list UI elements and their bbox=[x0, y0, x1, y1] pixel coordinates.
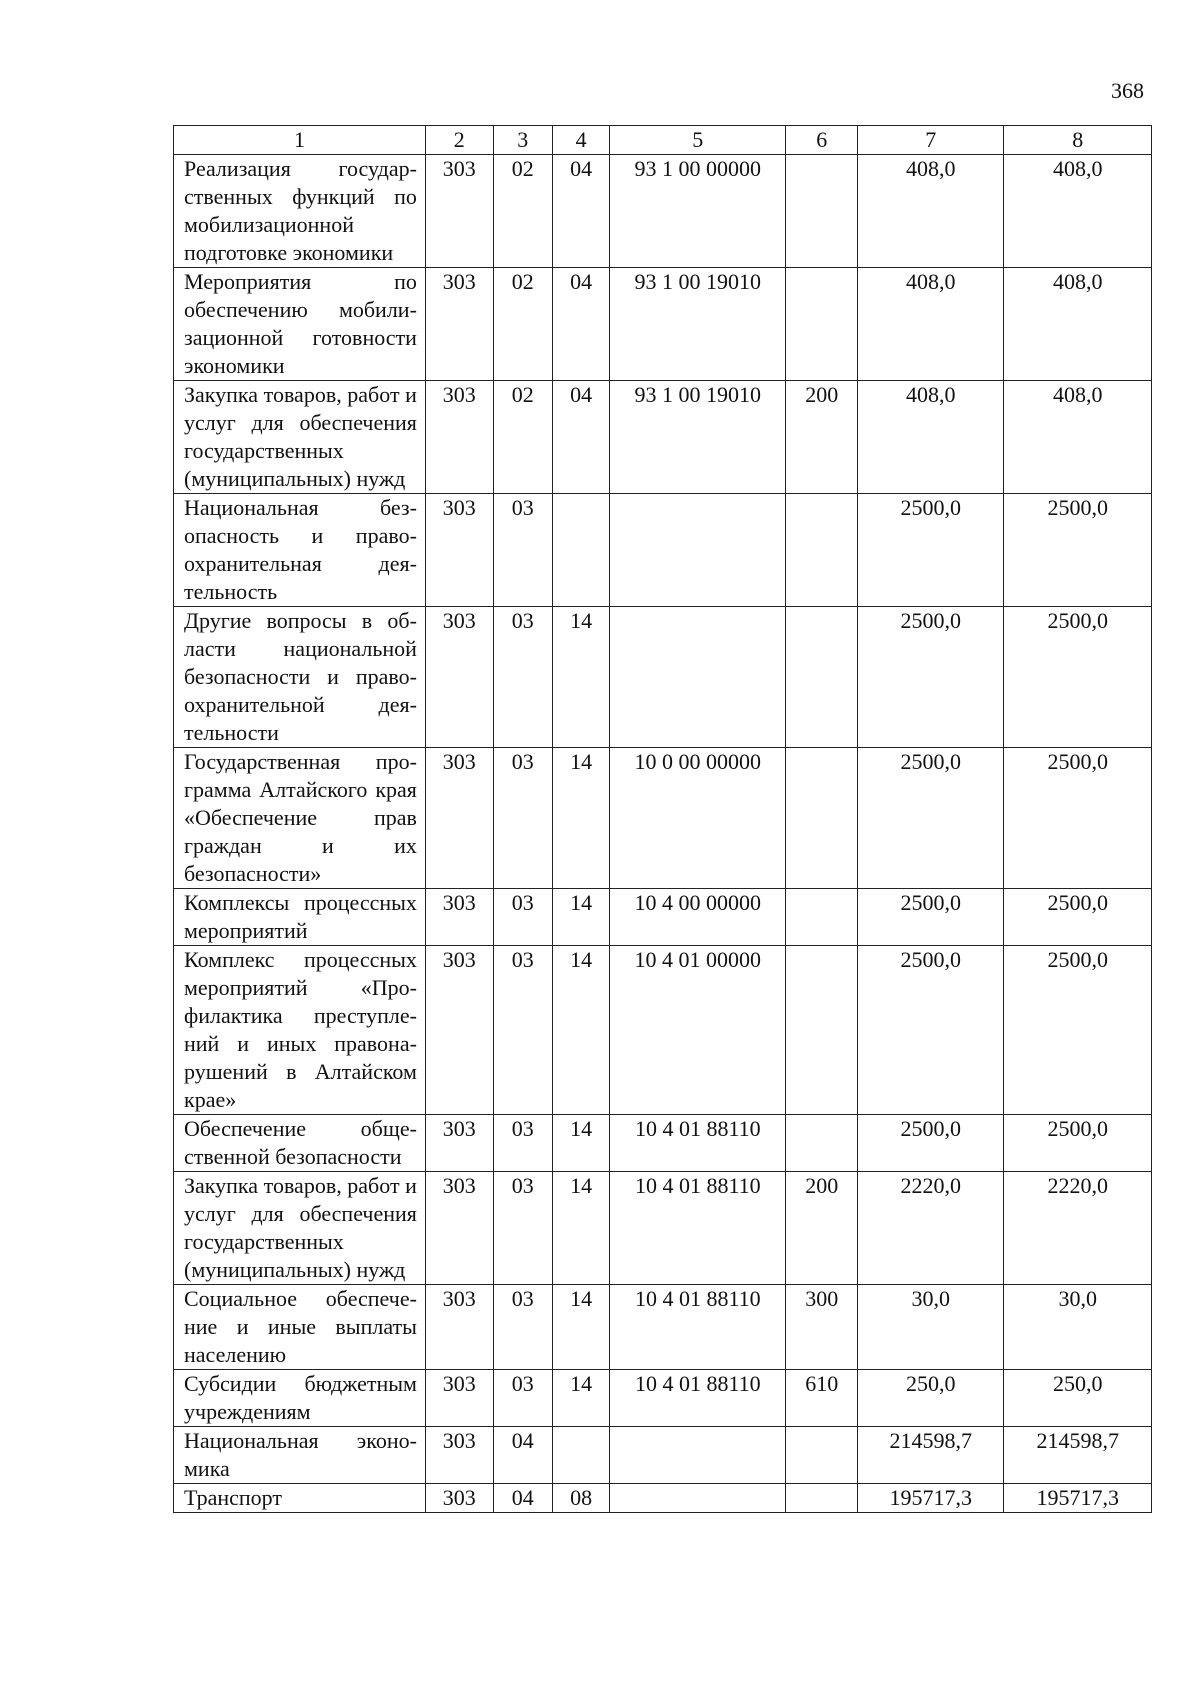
cell-col-8: 250,0 bbox=[1004, 1370, 1152, 1427]
cell-col-3: 03 bbox=[493, 494, 552, 607]
row-label: Другие вопросы в области национальной безопасности и правоохранительной деятельности bbox=[174, 607, 426, 748]
table-row bbox=[174, 1115, 1152, 1172]
table-row bbox=[174, 889, 1152, 946]
row-label: Реализация государственных функций по мобилизационной подготовке экономики bbox=[174, 155, 426, 268]
cell-col-6 bbox=[786, 155, 858, 268]
cell-col-7: 2220,0 bbox=[858, 1172, 1004, 1285]
cell-col-4: 04 bbox=[552, 155, 609, 268]
cell-col-6 bbox=[786, 889, 858, 946]
cell-col-3: 04 bbox=[493, 1484, 552, 1513]
row-label: Закупка товаров, работ и услуг для обеспечения государственных (муниципальных) нужд bbox=[174, 381, 426, 494]
cell-col-6: 200 bbox=[786, 381, 858, 494]
column-header-3: 3 bbox=[493, 126, 552, 155]
cell-col-8: 408,0 bbox=[1004, 268, 1152, 381]
cell-col-4: 14 bbox=[552, 748, 609, 889]
cell-col-2: 303 bbox=[425, 607, 493, 748]
cell-col-4: 08 bbox=[552, 1484, 609, 1513]
cell-col-5: 10 4 01 88110 bbox=[610, 1285, 786, 1370]
row-label: Мероприятия по обеспечению мобилизационной готовности экономики bbox=[174, 268, 426, 381]
cell-col-4: 04 bbox=[552, 381, 609, 494]
cell-col-8: 408,0 bbox=[1004, 155, 1152, 268]
cell-col-6 bbox=[786, 607, 858, 748]
table-header bbox=[174, 126, 1152, 155]
cell-col-5 bbox=[610, 607, 786, 748]
row-label: Комплексы процессных мероприятий bbox=[174, 889, 426, 946]
cell-col-8: 214598,7 bbox=[1004, 1427, 1152, 1484]
cell-col-5: 10 4 00 00000 bbox=[610, 889, 786, 946]
cell-col-8: 2500,0 bbox=[1004, 946, 1152, 1115]
table-row bbox=[174, 946, 1152, 1115]
table-row bbox=[174, 155, 1152, 268]
cell-col-7: 2500,0 bbox=[858, 748, 1004, 889]
cell-col-7: 250,0 bbox=[858, 1370, 1004, 1427]
cell-col-2: 303 bbox=[425, 889, 493, 946]
cell-col-6 bbox=[786, 1115, 858, 1172]
row-label: Комплекс процессных мероприятий «Профилактика преступлений и иных правонарушений в Алтайском крае» bbox=[174, 946, 426, 1115]
column-header-8: 8 bbox=[1004, 126, 1152, 155]
cell-col-7: 30,0 bbox=[858, 1285, 1004, 1370]
cell-col-4: 14 bbox=[552, 1285, 609, 1370]
cell-col-8: 2220,0 bbox=[1004, 1172, 1152, 1285]
cell-col-5 bbox=[610, 494, 786, 607]
cell-col-7: 2500,0 bbox=[858, 1115, 1004, 1172]
cell-col-4 bbox=[552, 494, 609, 607]
cell-col-5 bbox=[610, 1484, 786, 1513]
cell-col-7: 408,0 bbox=[858, 268, 1004, 381]
row-label: Национальная экономика bbox=[174, 1427, 426, 1484]
cell-col-3: 03 bbox=[493, 1172, 552, 1285]
cell-col-3: 02 bbox=[493, 381, 552, 494]
cell-col-8: 408,0 bbox=[1004, 381, 1152, 494]
row-label: Транспорт bbox=[174, 1484, 426, 1513]
column-header-2: 2 bbox=[425, 126, 493, 155]
cell-col-4: 14 bbox=[552, 1115, 609, 1172]
column-header-6: 6 bbox=[786, 126, 858, 155]
cell-col-2: 303 bbox=[425, 494, 493, 607]
cell-col-6 bbox=[786, 268, 858, 381]
cell-col-2: 303 bbox=[425, 748, 493, 889]
cell-col-6: 610 bbox=[786, 1370, 858, 1427]
cell-col-5: 10 4 01 88110 bbox=[610, 1370, 786, 1427]
table-row bbox=[174, 1285, 1152, 1370]
column-header-5: 5 bbox=[610, 126, 786, 155]
cell-col-5: 10 4 01 88110 bbox=[610, 1172, 786, 1285]
cell-col-2: 303 bbox=[425, 1370, 493, 1427]
cell-col-5: 10 0 00 00000 bbox=[610, 748, 786, 889]
cell-col-4: 14 bbox=[552, 889, 609, 946]
cell-col-5: 10 4 01 88110 bbox=[610, 1115, 786, 1172]
cell-col-2: 303 bbox=[425, 946, 493, 1115]
cell-col-3: 03 bbox=[493, 946, 552, 1115]
cell-col-2: 303 bbox=[425, 1115, 493, 1172]
cell-col-2: 303 bbox=[425, 1172, 493, 1285]
cell-col-6 bbox=[786, 748, 858, 889]
table-row bbox=[174, 607, 1152, 748]
cell-col-2: 303 bbox=[425, 381, 493, 494]
row-label: Национальная безопасность и правоохранительная деятельность bbox=[174, 494, 426, 607]
cell-col-4: 14 bbox=[552, 1172, 609, 1285]
cell-col-8: 2500,0 bbox=[1004, 748, 1152, 889]
row-label: Социальное обеспечение и иные выплаты населению bbox=[174, 1285, 426, 1370]
page-number: 368 bbox=[1111, 78, 1144, 103]
cell-col-3: 03 bbox=[493, 607, 552, 748]
header-row bbox=[174, 126, 1152, 155]
cell-col-3: 03 bbox=[493, 1285, 552, 1370]
table-row bbox=[174, 268, 1152, 381]
budget-table bbox=[173, 125, 1152, 1513]
cell-col-2: 303 bbox=[425, 1484, 493, 1513]
cell-col-8: 30,0 bbox=[1004, 1285, 1152, 1370]
cell-col-5: 10 4 01 00000 bbox=[610, 946, 786, 1115]
cell-col-7: 195717,3 bbox=[858, 1484, 1004, 1513]
cell-col-7: 408,0 bbox=[858, 381, 1004, 494]
cell-col-5: 93 1 00 00000 bbox=[610, 155, 786, 268]
cell-col-7: 2500,0 bbox=[858, 494, 1004, 607]
cell-col-7: 408,0 bbox=[858, 155, 1004, 268]
cell-col-4: 14 bbox=[552, 607, 609, 748]
table-row bbox=[174, 1484, 1152, 1513]
row-label: Государственная программа Алтайского края «Обеспечение прав граждан и их безопасности» bbox=[174, 748, 426, 889]
cell-col-8: 2500,0 bbox=[1004, 1115, 1152, 1172]
cell-col-4: 14 bbox=[552, 1370, 609, 1427]
table-row bbox=[174, 381, 1152, 494]
cell-col-3: 03 bbox=[493, 1370, 552, 1427]
cell-col-4: 04 bbox=[552, 268, 609, 381]
cell-col-3: 03 bbox=[493, 1115, 552, 1172]
column-header-1: 1 bbox=[174, 126, 426, 155]
column-header-7: 7 bbox=[858, 126, 1004, 155]
row-label: Субсидии бюджетным учреждениям bbox=[174, 1370, 426, 1427]
cell-col-5 bbox=[610, 1427, 786, 1484]
cell-col-2: 303 bbox=[425, 155, 493, 268]
cell-col-6: 300 bbox=[786, 1285, 858, 1370]
cell-col-7: 2500,0 bbox=[858, 607, 1004, 748]
cell-col-3: 04 bbox=[493, 1427, 552, 1484]
table-row bbox=[174, 1172, 1152, 1285]
cell-col-3: 03 bbox=[493, 748, 552, 889]
cell-col-8: 2500,0 bbox=[1004, 494, 1152, 607]
cell-col-7: 2500,0 bbox=[858, 889, 1004, 946]
table-body bbox=[174, 155, 1152, 1513]
cell-col-3: 02 bbox=[493, 155, 552, 268]
cell-col-2: 303 bbox=[425, 1285, 493, 1370]
cell-col-6 bbox=[786, 1427, 858, 1484]
column-header-4: 4 bbox=[552, 126, 609, 155]
cell-col-2: 303 bbox=[425, 1427, 493, 1484]
cell-col-4 bbox=[552, 1427, 609, 1484]
cell-col-8: 2500,0 bbox=[1004, 607, 1152, 748]
row-label: Обеспечение общественной безопасности bbox=[174, 1115, 426, 1172]
table-row bbox=[174, 1427, 1152, 1484]
cell-col-5: 93 1 00 19010 bbox=[610, 381, 786, 494]
cell-col-8: 2500,0 bbox=[1004, 889, 1152, 946]
cell-col-6 bbox=[786, 1484, 858, 1513]
cell-col-6 bbox=[786, 946, 858, 1115]
cell-col-8: 195717,3 bbox=[1004, 1484, 1152, 1513]
cell-col-3: 03 bbox=[493, 889, 552, 946]
cell-col-4: 14 bbox=[552, 946, 609, 1115]
cell-col-6: 200 bbox=[786, 1172, 858, 1285]
cell-col-7: 2500,0 bbox=[858, 946, 1004, 1115]
table-row bbox=[174, 1370, 1152, 1427]
cell-col-7: 214598,7 bbox=[858, 1427, 1004, 1484]
row-label: Закупка товаров, работ и услуг для обеспечения государственных (муниципальных) нужд bbox=[174, 1172, 426, 1285]
cell-col-3: 02 bbox=[493, 268, 552, 381]
cell-col-6 bbox=[786, 494, 858, 607]
table-row bbox=[174, 748, 1152, 889]
cell-col-5: 93 1 00 19010 bbox=[610, 268, 786, 381]
table-row bbox=[174, 494, 1152, 607]
cell-col-2: 303 bbox=[425, 268, 493, 381]
